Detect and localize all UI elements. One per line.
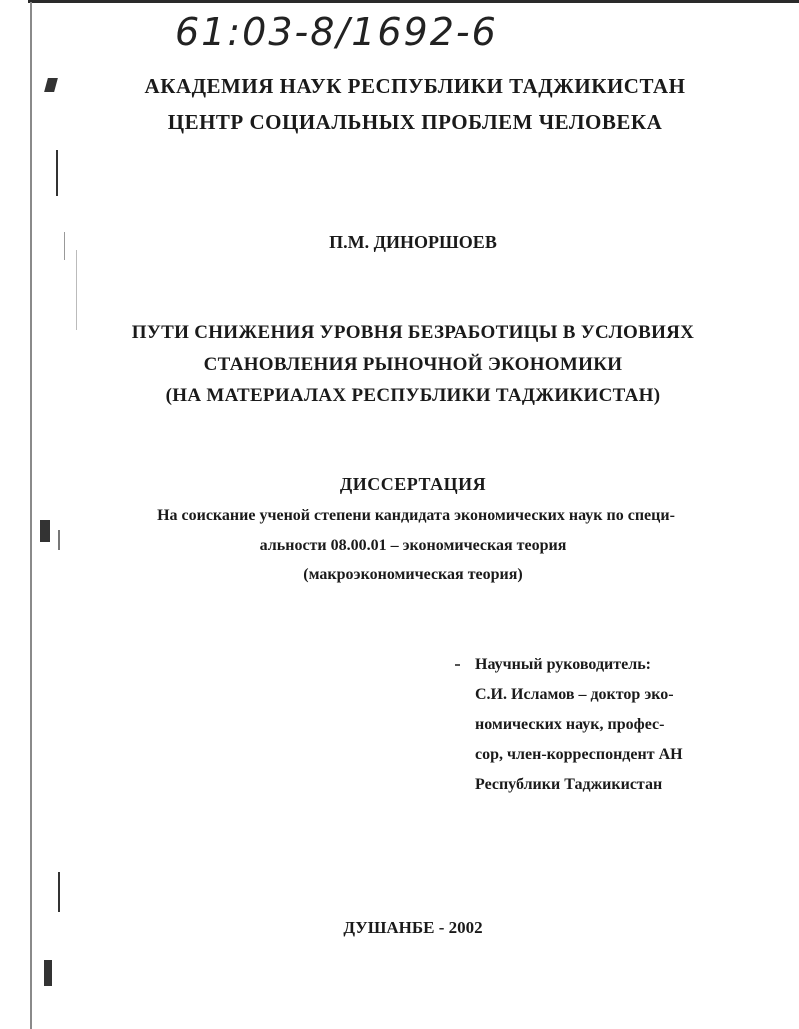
supervisor-block (475, 650, 683, 800)
supervisor-line-3: сор, член-корреспондент АН (475, 746, 683, 763)
degree-line-3: (макроэкономическая теория) (303, 566, 523, 583)
scan-speck (56, 150, 58, 196)
supervisor-line-1: С.И. Исламов – доктор эко- (475, 686, 674, 703)
supervisor-line-4: Республики Таджикистан (475, 776, 663, 793)
title-line-3: (НА МАТЕРИАЛАХ РЕСПУБЛИКИ ТАДЖИКИСТАН) (165, 385, 661, 406)
scan-top-edge (28, 0, 799, 3)
supervisor-line-2: номических наук, профес- (475, 716, 665, 733)
institution-line-2: ЦЕНТР СОЦИАЛЬНЫХ ПРОБЛЕМ ЧЕЛОВЕКА (167, 110, 663, 134)
scan-speck (58, 872, 60, 912)
scan-speck (76, 250, 77, 330)
title-line-1: ПУТИ СНИЖЕНИЯ УРОВНЯ БЕЗРАБОТИЦЫ В УСЛОВИЯХ (131, 322, 695, 343)
title-line-2: СТАНОВЛЕНИЯ РЫНОЧНОЙ ЭКОНОМИКИ (203, 354, 623, 375)
scan-speck (44, 960, 52, 986)
institution-line-1: АКАДЕМИЯ НАУК РЕСПУБЛИКИ ТАДЖИКИСТАН (144, 74, 686, 98)
document-type: ДИССЕРТАЦИЯ (339, 474, 487, 494)
degree-line-2: альности 08.00.01 – экономическая теория (259, 537, 567, 554)
degree-line-1: На соискание ученой степени кандидата экономических наук по специ- (157, 507, 675, 524)
supervisor-heading: Научный руководитель: (475, 656, 651, 673)
author-name: П.М. ДИНОРШОЕВ (329, 232, 497, 252)
scan-speck (455, 664, 460, 666)
handwritten-archive-code: 61:03-8/1692-6 (175, 10, 498, 54)
city-year: ДУШАНБЕ - 2002 (343, 918, 483, 937)
